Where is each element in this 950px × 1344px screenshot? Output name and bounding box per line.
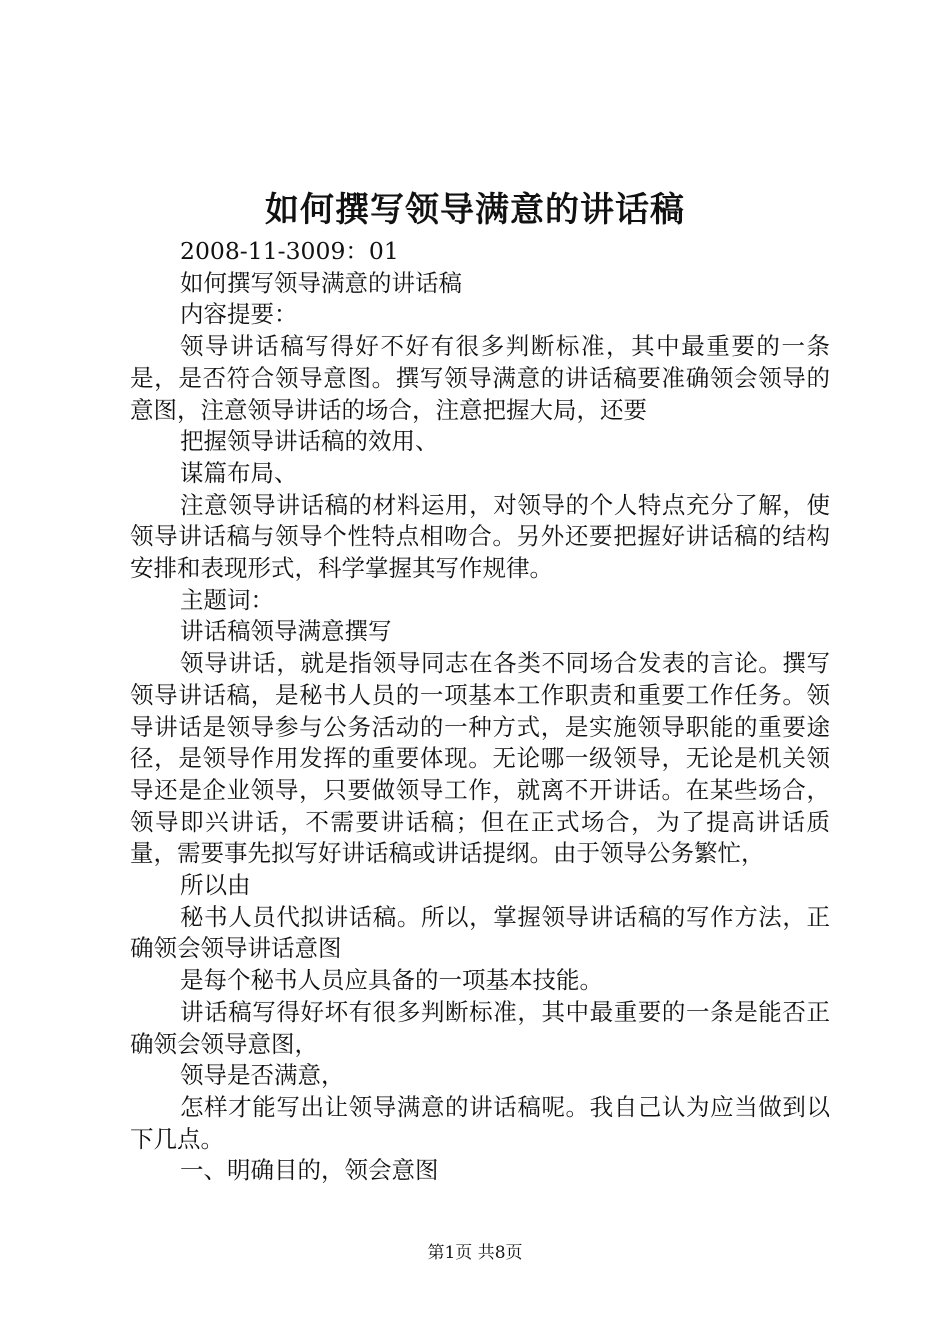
summary-heading: 内容提要： — [180, 300, 298, 329]
document-body — [130, 236, 830, 1187]
timestamp-paragraph: 2008-11-3009：01 — [180, 237, 399, 265]
keywords-heading: 主题词： — [180, 585, 274, 614]
keywords-paragraph: 讲话稿领导满意撰写 — [180, 617, 392, 646]
body-paragraph: 谋篇布局、 — [180, 458, 298, 487]
body-paragraph: 把握领导讲话稿的效用、 — [180, 427, 439, 456]
body-paragraph: 讲话稿写得好坏有很多判断标准，其中最重要的一条是能否正确领会领导意图， — [130, 997, 830, 1058]
subtitle-paragraph: 如何撰写领导满意的讲话稿 — [180, 268, 462, 297]
body-paragraph: 领导是否满意， — [180, 1061, 345, 1090]
body-paragraph: 所以由 — [180, 871, 251, 900]
page-number: 第1页 共8页 — [427, 1243, 523, 1263]
section-heading: 一、明确目的，领会意图 — [180, 1156, 439, 1185]
body-paragraph: 领导讲话稿写得好不好有很多判断标准，其中最重要的一条是，是否符合领导意图。撰写领导满意的讲话稿要准确领会领导的意图，注意领导讲话的场合，注意把握大局，还要 — [130, 332, 830, 424]
body-paragraph: 怎样才能写出让领导满意的讲话稿呢。我自己认为应当做到以下几点。 — [130, 1092, 830, 1153]
body-paragraph: 领导讲话，就是指领导同志在各类不同场合发表的言论。撰写领导讲话稿，是秘书人员的一项基本工作职责和重要工作任务。领导讲话是领导参与公务活动的一种方式，是实施领导职能的重要途径，是领导作用发挥的重要体现。无论哪一级领导，无论是机关领导还是企业领导，只要做领导工作，就离不开讲话。在某些场合，领导即兴讲话，不需要讲话稿；但在正式场合，为了提高讲话质量，需要事先拟写好讲话稿或讲话提纲。由于领导公务繁忙， — [130, 649, 830, 868]
body-paragraph: 秘书人员代拟讲话稿。所以，掌握领导讲话稿的写作方法，正确领会领导讲话意图 — [130, 902, 830, 963]
body-paragraph: 是每个秘书人员应具备的一项基本技能。 — [180, 966, 603, 995]
body-paragraph: 注意领导讲话稿的材料运用，对领导的个人特点充分了解，使领导讲话稿与领导个性特点相吻合。另外还要把握好讲话稿的结构安排和表现形式，科学掌握其写作规律。 — [130, 490, 830, 583]
document-title: 如何撰写领导满意的讲话稿 — [265, 190, 685, 230]
